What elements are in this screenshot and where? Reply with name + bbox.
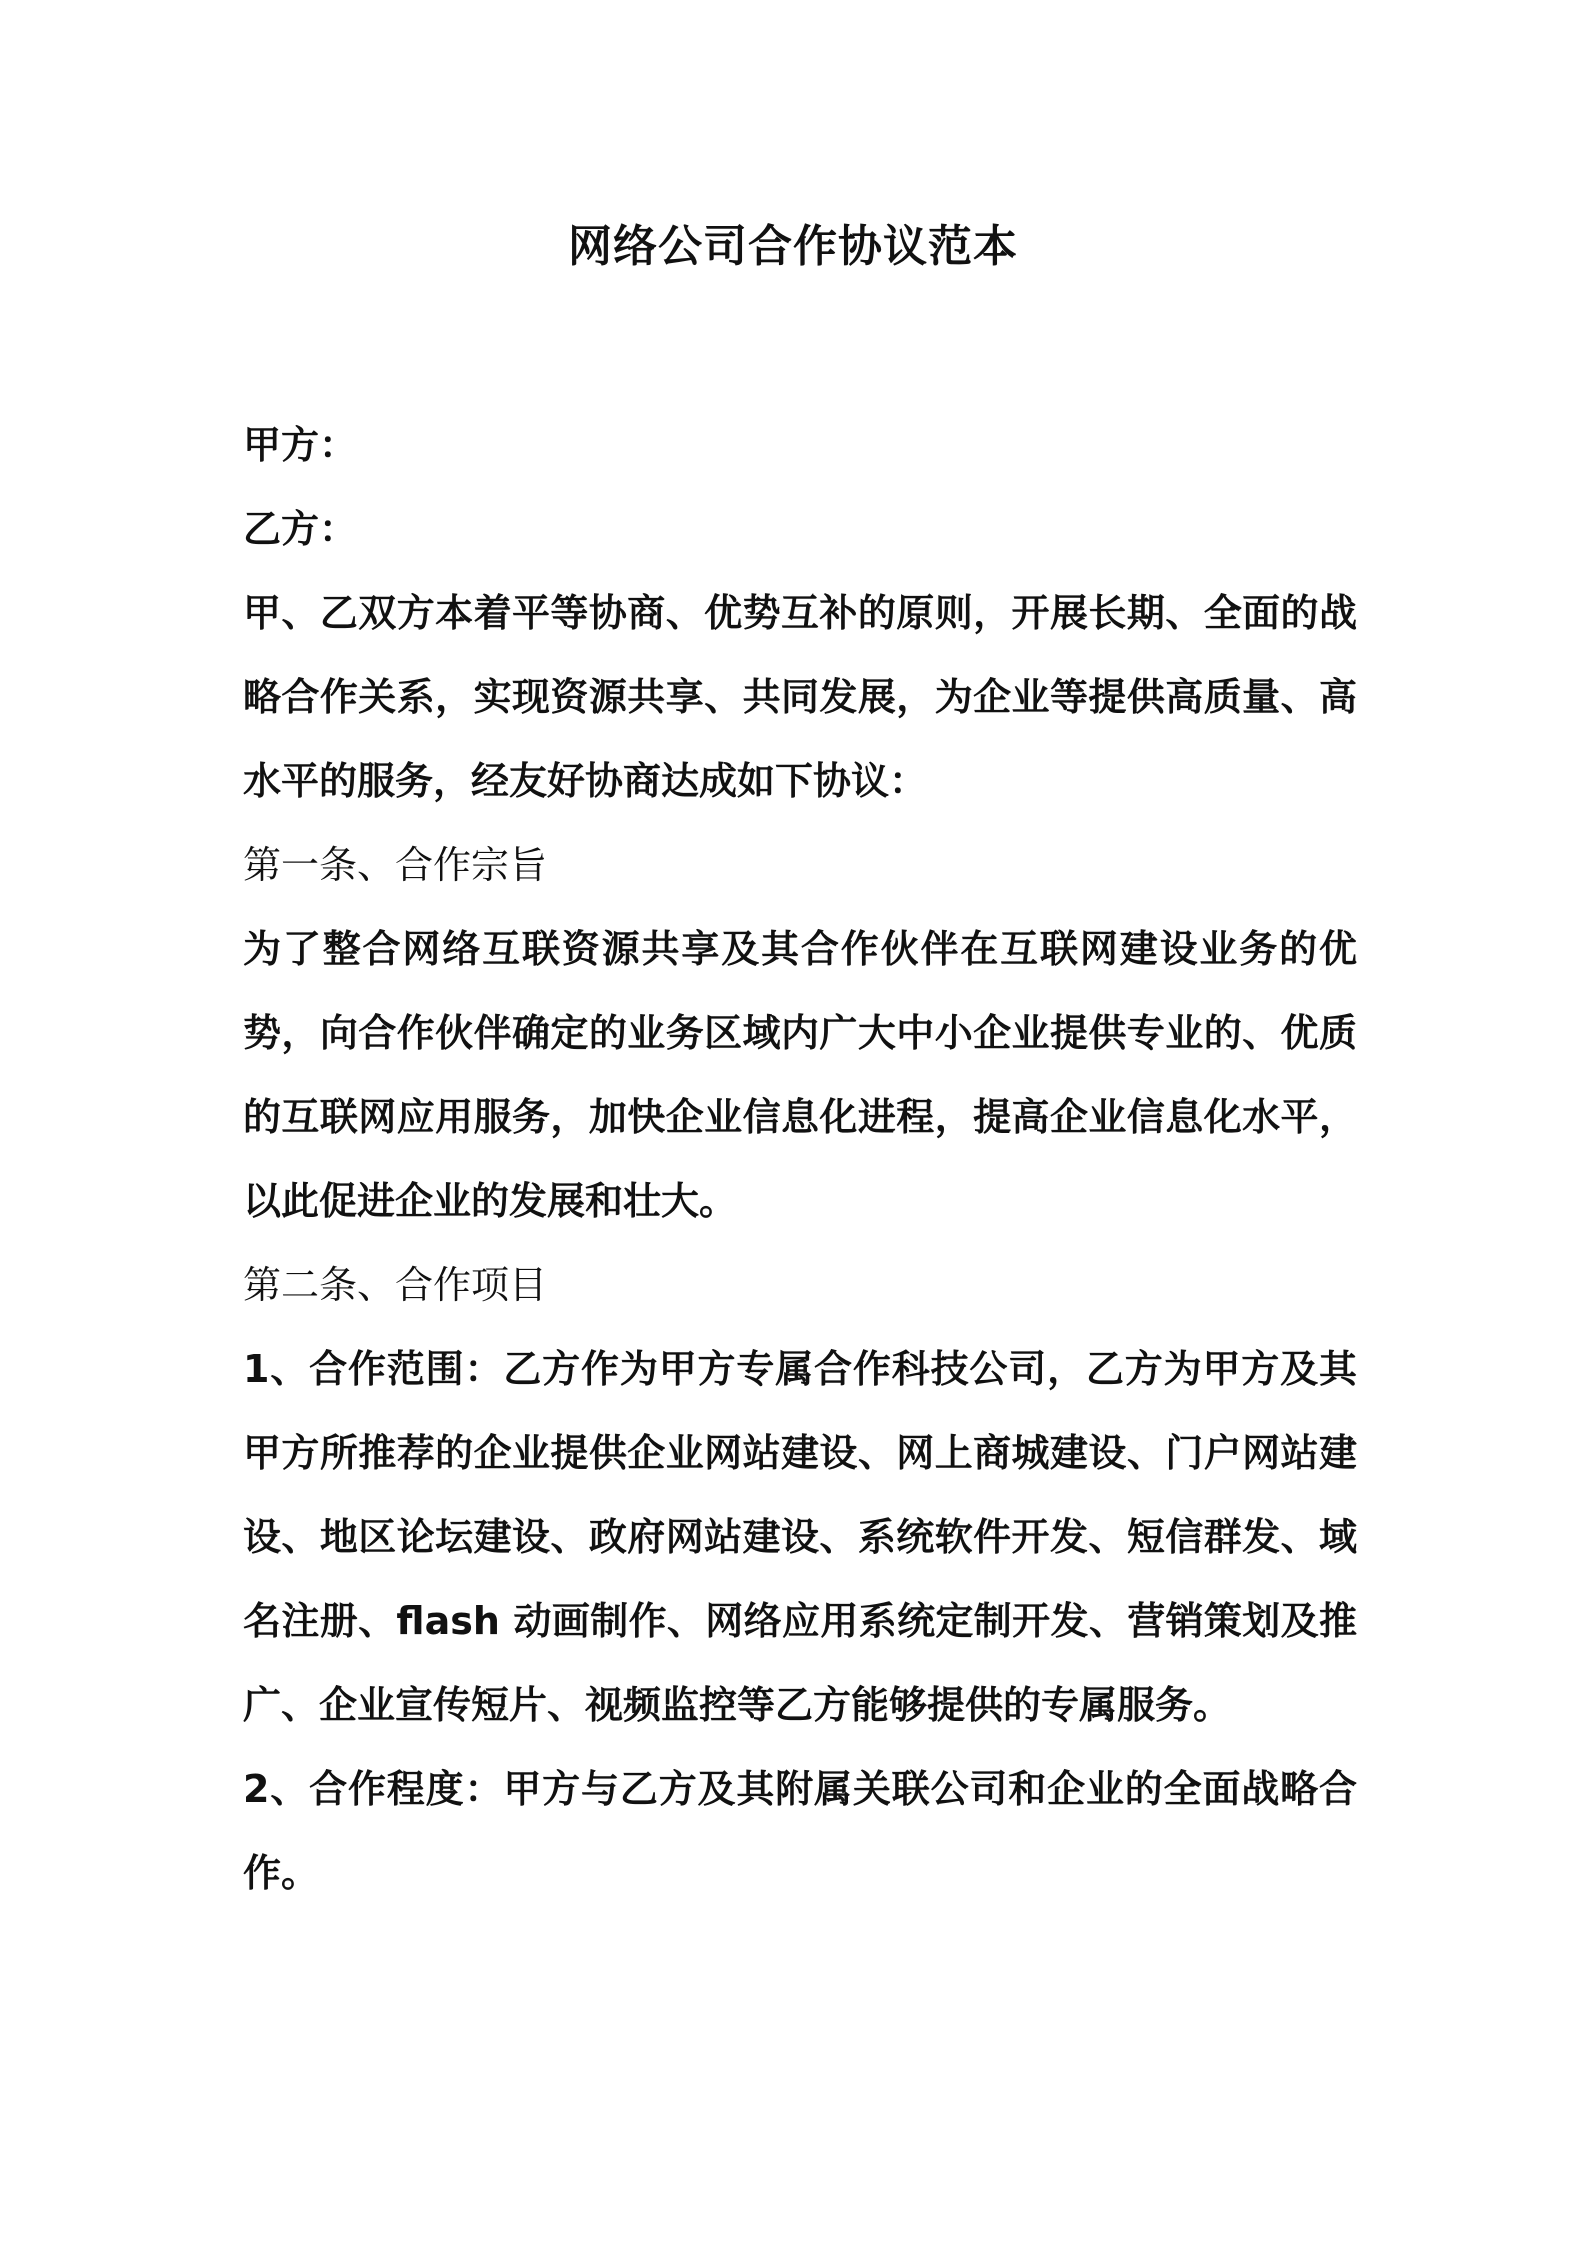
document-body bbox=[243, 403, 1357, 1915]
article-2-item-2: 2、合作程度：甲方与乙方及其附属关联公司和企业的全面战略合作。 bbox=[243, 1767, 1357, 1895]
article-1-heading: 第一条、合作宗旨 bbox=[243, 843, 548, 887]
article-2-heading: 第二条、合作项目 bbox=[243, 1263, 548, 1307]
party-b-label: 乙方： bbox=[243, 507, 358, 551]
party-a-label: 甲方： bbox=[243, 423, 358, 467]
article-1-body: 为了整合网络互联资源共享及其合作伙伴在互联网建设业务的优势，向合作伙伴确定的业务区域内广大中小企业提供专业的、优质的互联网应用服务，加快企业信息化进程，提高企业信息化水平，以此促进企业的发展和壮大。 bbox=[243, 927, 1357, 1223]
document-title: 网络公司合作协议范本 bbox=[568, 221, 1018, 272]
preamble-paragraph: 甲、乙双方本着平等协商、优势互补的原则，开展长期、全面的战略合作关系，实现资源共享、共同发展，为企业等提供高质量、高水平的服务，经友好协商达成如下协议： bbox=[243, 591, 1357, 803]
article-2-item-1: 1、合作范围：乙方作为甲方专属合作科技公司，乙方为甲方及其甲方所推荐的企业提供企业网站建设、网上商城建设、门户网站建设、地区论坛建设、政府网站建设、系统软件开发、短信群发、域名注册、flash 动画制作、网络应用系统定制开发、营销策划及推广、企业宣传短片、视频监控等乙方能够提供的专属服务。 bbox=[243, 1347, 1357, 1727]
